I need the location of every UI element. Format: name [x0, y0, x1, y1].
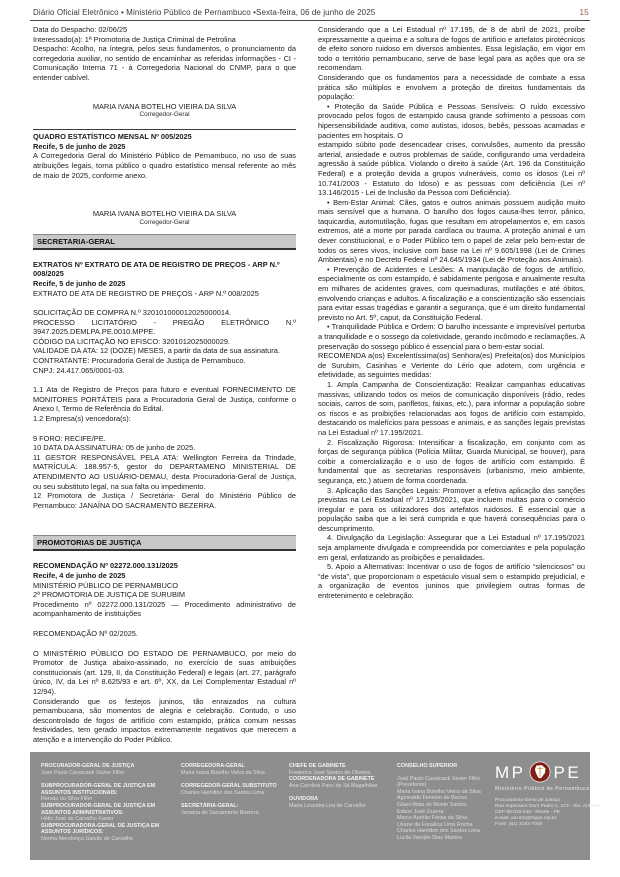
- footer-role-title: CONSELHO SUPERIOR: [397, 763, 458, 769]
- document-paragraph: estampido súbito pode desencadear crises, convulsões, aumento da pressão arterial, ansiedade e outros problemas de saúde, configurando uma verdadeira agressão à saúde pública. Violando o direito à saúde (Art. 196 da Constituição Federal) e a proteção devida a grupos vulneráveis, como os idosos (Lei nº 10.741/2003 - Estatuto do Idoso) e as pessoas com deficiência (Lei nº 13.146/2015 - Lei de Inclusão da Pessoa com Deficiência).: [318, 140, 585, 198]
- footer-role-title: CORREGEDORA-GERAL: [181, 763, 245, 769]
- footer-person-name: Charles Hamilton dos Santos Lima: [397, 828, 480, 835]
- footer-entry: [397, 763, 493, 842]
- document-paragraph: Procedimento nº 02272.000.131/2025 — Procedimento administrativo de acompanhamento de instituições: [33, 599, 296, 619]
- document-paragraph: • Proteção da Saúde Pública e Pessoas Sensíveis: O ruído excessivo provocado pelos fogos de estampido causa grande sofrimento a pessoas com hipersensibilidade auditiva, como autistas, idosos, bebês, pessoas acamadas e pacientes em hospitais. O: [318, 101, 585, 140]
- address-line: Fone: (81) 3182-7000: [495, 822, 543, 828]
- footer-person-name: Frederico José Santos de Oliveira: [289, 769, 371, 776]
- signature-block: [33, 102, 296, 120]
- footer-column: [41, 763, 172, 843]
- footer-entry: [41, 783, 172, 803]
- footer-role-title: SUBPROCURADORA-GERAL DE JUSTIÇA EM ASSUNTOS JURÍDICOS:: [41, 822, 160, 836]
- footer-entry: [41, 763, 172, 776]
- document-paragraph: 4. Divulgação da Legislação: Assegurar que a Lei Estadual nº 17.195/2021 seja amplamente divulgada e compreendida por comerciantes e pela população em geral, enfatizando as proibições e penalidades.: [318, 533, 585, 562]
- document-paragraph: 1.2 Empresa(s) vencedora(s):: [33, 414, 131, 424]
- footer-role-title: CHEFE DE GABINETE: [289, 763, 346, 769]
- footer-person-name: Maria Ivana Botelho Vieira da Silva: [397, 788, 481, 795]
- spacer: [33, 180, 296, 209]
- signature-name: MARIA IVANA BOTELHO VIEIRA DA SILVA: [92, 101, 237, 111]
- document-paragraph: 2. Fiscalização Rigorosa: Intensificar a fiscalização, em conjunto com as forças de segurança pública (Polícia Militar, Guarda Municipal, se houver), para coibir a comercialização e o uso de fogos de artifício com estampido. É fundamental que as secretarias responsáveis (urbanismo, meio ambiente, segurança, etc.) atuem de forma coordenada.: [318, 437, 585, 485]
- address-line: Rua Imperador Dom Pedro II, 473 - Sto. Antônio: [495, 804, 600, 810]
- footer-person-name: Norma Mendonça Galvão de Carvalho: [41, 835, 133, 842]
- footer-person-name: Marco Aurélio Farias da Silva: [397, 815, 468, 822]
- page-header: [33, 7, 589, 17]
- footer-role-title: SUBPROCURADOR-GERAL DE JUSTIÇA EM ASSUNTOS ADMINISTRATIVOS:: [41, 802, 156, 816]
- footer-role-title: COORDENADORA DE GABINETE: [289, 776, 375, 783]
- logo-text-mp: MP: [495, 762, 526, 782]
- footer-role-title: SECRETÁRIA-GERAL:: [181, 803, 239, 810]
- spacer: [33, 83, 296, 102]
- spacer: [33, 553, 296, 561]
- heading-line: Recife, 5 de junho de 2025: [33, 141, 126, 151]
- document-paragraph: CNPJ: 24.417.065/0001-03.: [33, 365, 125, 375]
- document-paragraph: RECOMENDAÇÃO Nº 02/2025.: [33, 628, 138, 638]
- signature-role: Corregedor-Geral: [139, 111, 190, 119]
- footer-role-title: PROCURADOR-GERAL DE JUSTIÇA: [41, 763, 135, 769]
- document-paragraph: CÓDIGO DA LICITAÇÃO NO EFISCO: 3201012025000029.: [33, 336, 231, 346]
- document-paragraph: A Corregedoria Geral do Ministério Público de Pernambuco, no uso de suas atribuições legais, torna público o quadro estatístico mensal referente ao mês de maio de 2025, conforme anexo.: [33, 151, 296, 180]
- spacer: [33, 227, 296, 232]
- footer-person-name: Lucila Varejão Dias Martins: [397, 834, 463, 841]
- document-paragraph: Data do Despacho: 02/06/25: [33, 25, 128, 34]
- address-line: Procuradoria-Geral de Justiça: [495, 798, 560, 803]
- footer-entry: [181, 803, 280, 816]
- document-paragraph: VALIDADE DA ATA: 12 (DOZE) MESES, a partir da data de sua assinatura.: [33, 346, 280, 356]
- footer-person-name: Gilani Mata do Monte Santos: [397, 801, 467, 808]
- footer-person-name: Liliane da Fonsêca Lima Rocha: [397, 821, 473, 828]
- heading-line: QUADRO ESTATÍSTICO MENSAL Nº 005/2025: [33, 132, 192, 142]
- document-paragraph: CONTRATANTE: Procuradoria Geral de Justiça de Pernambuco.: [33, 356, 246, 366]
- spacer: [33, 252, 296, 260]
- spacer: [33, 639, 296, 649]
- page-number: 15: [579, 7, 589, 17]
- divider-rule: [33, 129, 296, 130]
- heading-line: Recife, 4 de junho de 2025: [33, 570, 126, 580]
- document-paragraph: 3. Aplicação das Sanções Legais: Promover a efetiva aplicação das sanções previstas na Lei Estadual nº 17.195/2021, que incluem multas para o comércio irregular e para os utilizadores dos artefatos ruidosos. É essencial que a população saiba que a lei será cumprida e que haverá consequências para o descumprimento.: [318, 485, 585, 533]
- section-header: SECRETARIA-GERAL: [33, 234, 296, 250]
- document-paragraph: • Tranquilidade Pública e Ordem: O barulho incessante e imprevisível perturba a tranquilidade e o sossego da coletividade, gerando incômodo e reclamações. A preservação do sossego público é essencial para o bem-estar social.: [318, 322, 585, 351]
- footer-column: [289, 763, 388, 843]
- document-paragraph: 1.1 Ata de Registro de Preços para futuro e eventual FORNECIMENTO DE MONITORES PORTÁTEIS para a Procuradoria Geral de Justiça, conforme o Anexo I, Termo de Referência do Edital.: [33, 385, 296, 414]
- signature-name: MARIA IVANA BOTELHO VIEIRA DA SILVA: [92, 209, 237, 219]
- footer-entry: [289, 763, 388, 776]
- footer-entry: [181, 783, 280, 796]
- footer-address: [495, 798, 607, 828]
- document-paragraph: Despacho: Acolho, na íntegra, pelos seus fundamentos, o pronunciamento da corregedoria auxiliar, no sentido de encaminhar as referidas informações - CI - Comunicação Interna 71 - à Corregedoria Nacional do CNMP, para o que entender cabível.: [33, 44, 296, 82]
- left-column: [33, 25, 296, 744]
- signature-role: Corregedor-Geral: [139, 218, 190, 226]
- document-paragraph: EXTRATO DE ATA DE REGISTRO DE PREÇOS - ARP N.º 008/2025: [33, 288, 259, 298]
- document-paragraph: Considerando que os festejos juninos, tão enraizados na cultura pernambucana, são momentos de alegria e celebração. Contudo, o uso descontrolado de fogos de artifício com estampido, prática comum nessas festividades, tem gerado impactos extremamente negativos que merecem a atenção e a intervenção do Poder Público.: [33, 696, 296, 744]
- spacer: [33, 298, 296, 308]
- footer-role-title: CORREGEDOR-GERAL SUBSTITUTO: [181, 783, 277, 790]
- heading-line: Recife, 5 de junho de 2025: [33, 278, 126, 288]
- header-divider: [30, 20, 590, 21]
- footer-column: [397, 763, 493, 843]
- document-paragraph: 12 Promotora de Justiça / Secretária- Geral do Ministério Público de Pernambuco: JANAÍNA DO SACRAMENTO BEZERRA.: [33, 491, 296, 510]
- footer-role-title: SUBPROCURADOR-GERAL DE JUSTIÇA EM ASSUNTOS INSTITUCIONAIS:: [41, 783, 156, 796]
- footer-person-name: José Paulo Cavalcanti Xavier Filho: [41, 769, 125, 776]
- footer-person-name: (Presidente): [397, 782, 427, 789]
- logo-text-pe: PE: [553, 762, 582, 782]
- document-paragraph: 5. Apoio a Alternativas: Incentivar o uso de fogos de artifício “silenciosos” ou “de vista”, que proporcionam o espetáculo visual sem o estampido prejudicial, e a organização de eventos juninos que privilegiem outras formas de entretenimento e celebração.: [318, 562, 585, 601]
- footer-entry: [41, 823, 172, 843]
- document-paragraph: 11 GESTOR RESPONSÁVEL PELA ATA: Wellington Ferreira da Trindade, MATRÍCULA: 188.957-5, gestor do DEPARTAMENO MINISTERIAL DE ATENDIMENTO AO USUÁRIO-DEMAU, desta Procuradoria-Geral de Justiça, ou seu substituto legal, na sua falta ou impedimento.: [33, 452, 296, 491]
- document-heading: [33, 561, 296, 580]
- footer-person-name: José Paulo Cavalcanti Xavier Filho: [397, 775, 481, 782]
- footer-role-title: OUVIDORA: [289, 796, 319, 803]
- footer-entry: [289, 776, 388, 789]
- spacer: [33, 119, 296, 126]
- address-line: e-mail: ascom@mppe.mp.br: [495, 816, 557, 822]
- spacer: [33, 510, 296, 533]
- document-paragraph: PROCESSO LICITATÓRIO - PREGÃO ELETRÔNICO N.º 3947.2025.DEMLPA.PE.0010.MPPE.: [33, 317, 296, 337]
- gazette-title: Diário Oficial Eletrônico • Ministério Público de Pernambuco •Sexta-feira, 06 de junho de 2025: [33, 8, 376, 17]
- mppe-logo: [495, 761, 607, 783]
- footer-entry: [289, 796, 388, 809]
- document-paragraph: MINISTÉRIO PÚBLICO DE PERNAMBUCO: [33, 580, 178, 590]
- footer-person-name: Janaína do Sacramento Bezerra: [181, 809, 259, 816]
- signature-block: [33, 209, 296, 227]
- footer-person-name: Maria Lizandra Lira de Carvalho: [289, 802, 366, 809]
- document-paragraph: RECOMENDA a(os) Excelentíssima(os) Senhora(es) Prefeita(os) dos Municípios de Surubim, Casinhas e Vertente do Lério que adotem, com urgência e efetividade, as seguintes medidas:: [318, 351, 585, 380]
- spacer: [33, 619, 296, 629]
- footer-person-name: Charles Hamilton dos Santos Lima: [181, 789, 264, 796]
- document-paragraph: 10 DATA DA ASSINATURA: 05 de junho de 2025.: [33, 443, 196, 453]
- footer-person-name: Ana Carolina Paes de Sá Magalhães: [289, 782, 378, 789]
- mppe-emblem-icon: [529, 761, 551, 783]
- footer-person-name: Maria Ivana Botelho Vieira da Silva: [181, 769, 265, 776]
- document-paragraph: 1. Ampla Campanha de Conscientização: Realizar campanhas educativas massivas, utilizando todos os meios de comunicação disponíveis (rádio, redes sociais, carros de som, panfletos, faixas, etc.), para informar a população sobre os riscos e as proibições relacionadas aos fogos de artifício com estampido, destacando os malefícios para pessoas e animais, e as sanções legais previstas na Lei Estadual nº 17.195/2021.: [318, 379, 585, 437]
- document-heading: [33, 132, 296, 151]
- footer-person-name: Renato da Silva Filho: [41, 796, 93, 803]
- footer-column: [181, 763, 280, 843]
- document-paragraph: O MINISTÉRIO PÚBLICO DO ESTADO DE PERNAMBUCO, por meio do Promotor de Justiça abaixo-assinado, no exercício de suas atribuições constitucionais (art. 129, II, da Constituição Federal) e legais (art. 27, parágrafo único, IV, da Lei nº 8.625/93 e art. 6º, XX, da Lei Complementar Estadual nº 12/94).: [33, 648, 296, 696]
- footer-person-name: Aguinaldo Fenelon de Barros: [397, 795, 467, 802]
- footer-entry: [41, 803, 172, 823]
- section-header: PROMOTORIAS DE JUSTIÇA: [33, 535, 296, 551]
- document-paragraph: 2ª PROMOTORIA DE JUSTIÇA DE SURUBIM: [33, 590, 186, 600]
- document-paragraph: Interessado(a): 1ª Promotoria de Justiça Criminal de Petrolina: [33, 34, 236, 44]
- heading-line: EXTRATOS Nº EXTRATO DE ATA DE REGISTRO DE PREÇOS - ARP N.º 008/2025: [33, 259, 280, 279]
- document-paragraph: • Prevenção de Acidentes e Lesões: A manipulação de fogos de artifício, especialmente os com estampido, é sabidamente perigosa e anualmente resulta em milhares de acidentes graves, com queimaduras, mutilações e até óbitos, envolvendo crianças e adultos. A fiscalização e a conscientização são essenciais para evitar essas tragédias e garantir a segurança, que é um direito fundamental previsto no Art. 5º, caput, da Constituição Federal.: [318, 264, 585, 322]
- document-paragraph: Considerando que a Lei Estadual nº 17.195, de 8 de abril de 2021, proíbe expressamente a queima e a soltura de fogos de artifício e artefatos pirotécnicos de efeito sonoro ruidoso em diversos ambientes. Essa legislação, em vigor em todo o território pernambucano, serve de base legal para as ações que ora se recomendam.: [318, 25, 585, 73]
- footer-brand: [495, 761, 607, 828]
- spacer: [33, 424, 296, 434]
- spacer: [33, 375, 296, 385]
- document-paragraph: Considerando que os fundamentos para a necessidade de combate a essa prática são múltiplos e envolvem a proteção de direitos fundamentais da população:: [318, 72, 585, 102]
- document-paragraph: 9 FORO: RECIFE/PE.: [33, 433, 106, 443]
- document-heading: [33, 260, 296, 289]
- footer-entry: [181, 763, 280, 776]
- footer-person-name: Hélio José de Carvalho Xavier: [41, 816, 114, 823]
- logo-caption: Ministério Público de Pernambuco: [495, 786, 590, 792]
- document-paragraph: • Bem-Estar Animal: Cães, gatos e outros animais possuem audição muito mais sensível que a humana. O barulho dos fogos causa-lhes terror, pânico, taquicardia, automutilação, fugas que resultam em atropelamentos e, em casos extremos, até a morte por parada cardíaca ou trauma. A proteção animal é um dever constitucional, e o Poder Público tem o papel de zelar pelo bem-estar de todos os seres vivos, inclusive com base na Lei nº 9.605/1998 (Lei de Crimes Ambientais) e no Decreto Federal nº 24.645/1934 (Lei de Proteção aos Animais).: [318, 197, 585, 265]
- address-line: CEP 50.010-240 - Recife - PE: [495, 810, 561, 816]
- document-paragraph: SOLICITAÇÃO DE COMPRA N.º 320101000012025000014.: [33, 308, 232, 318]
- footer-person-name: Edson José Guerra: [397, 808, 444, 815]
- heading-line: RECOMENDAÇÃO Nº 02272.000.131/2025: [33, 561, 178, 571]
- right-column: [318, 25, 585, 601]
